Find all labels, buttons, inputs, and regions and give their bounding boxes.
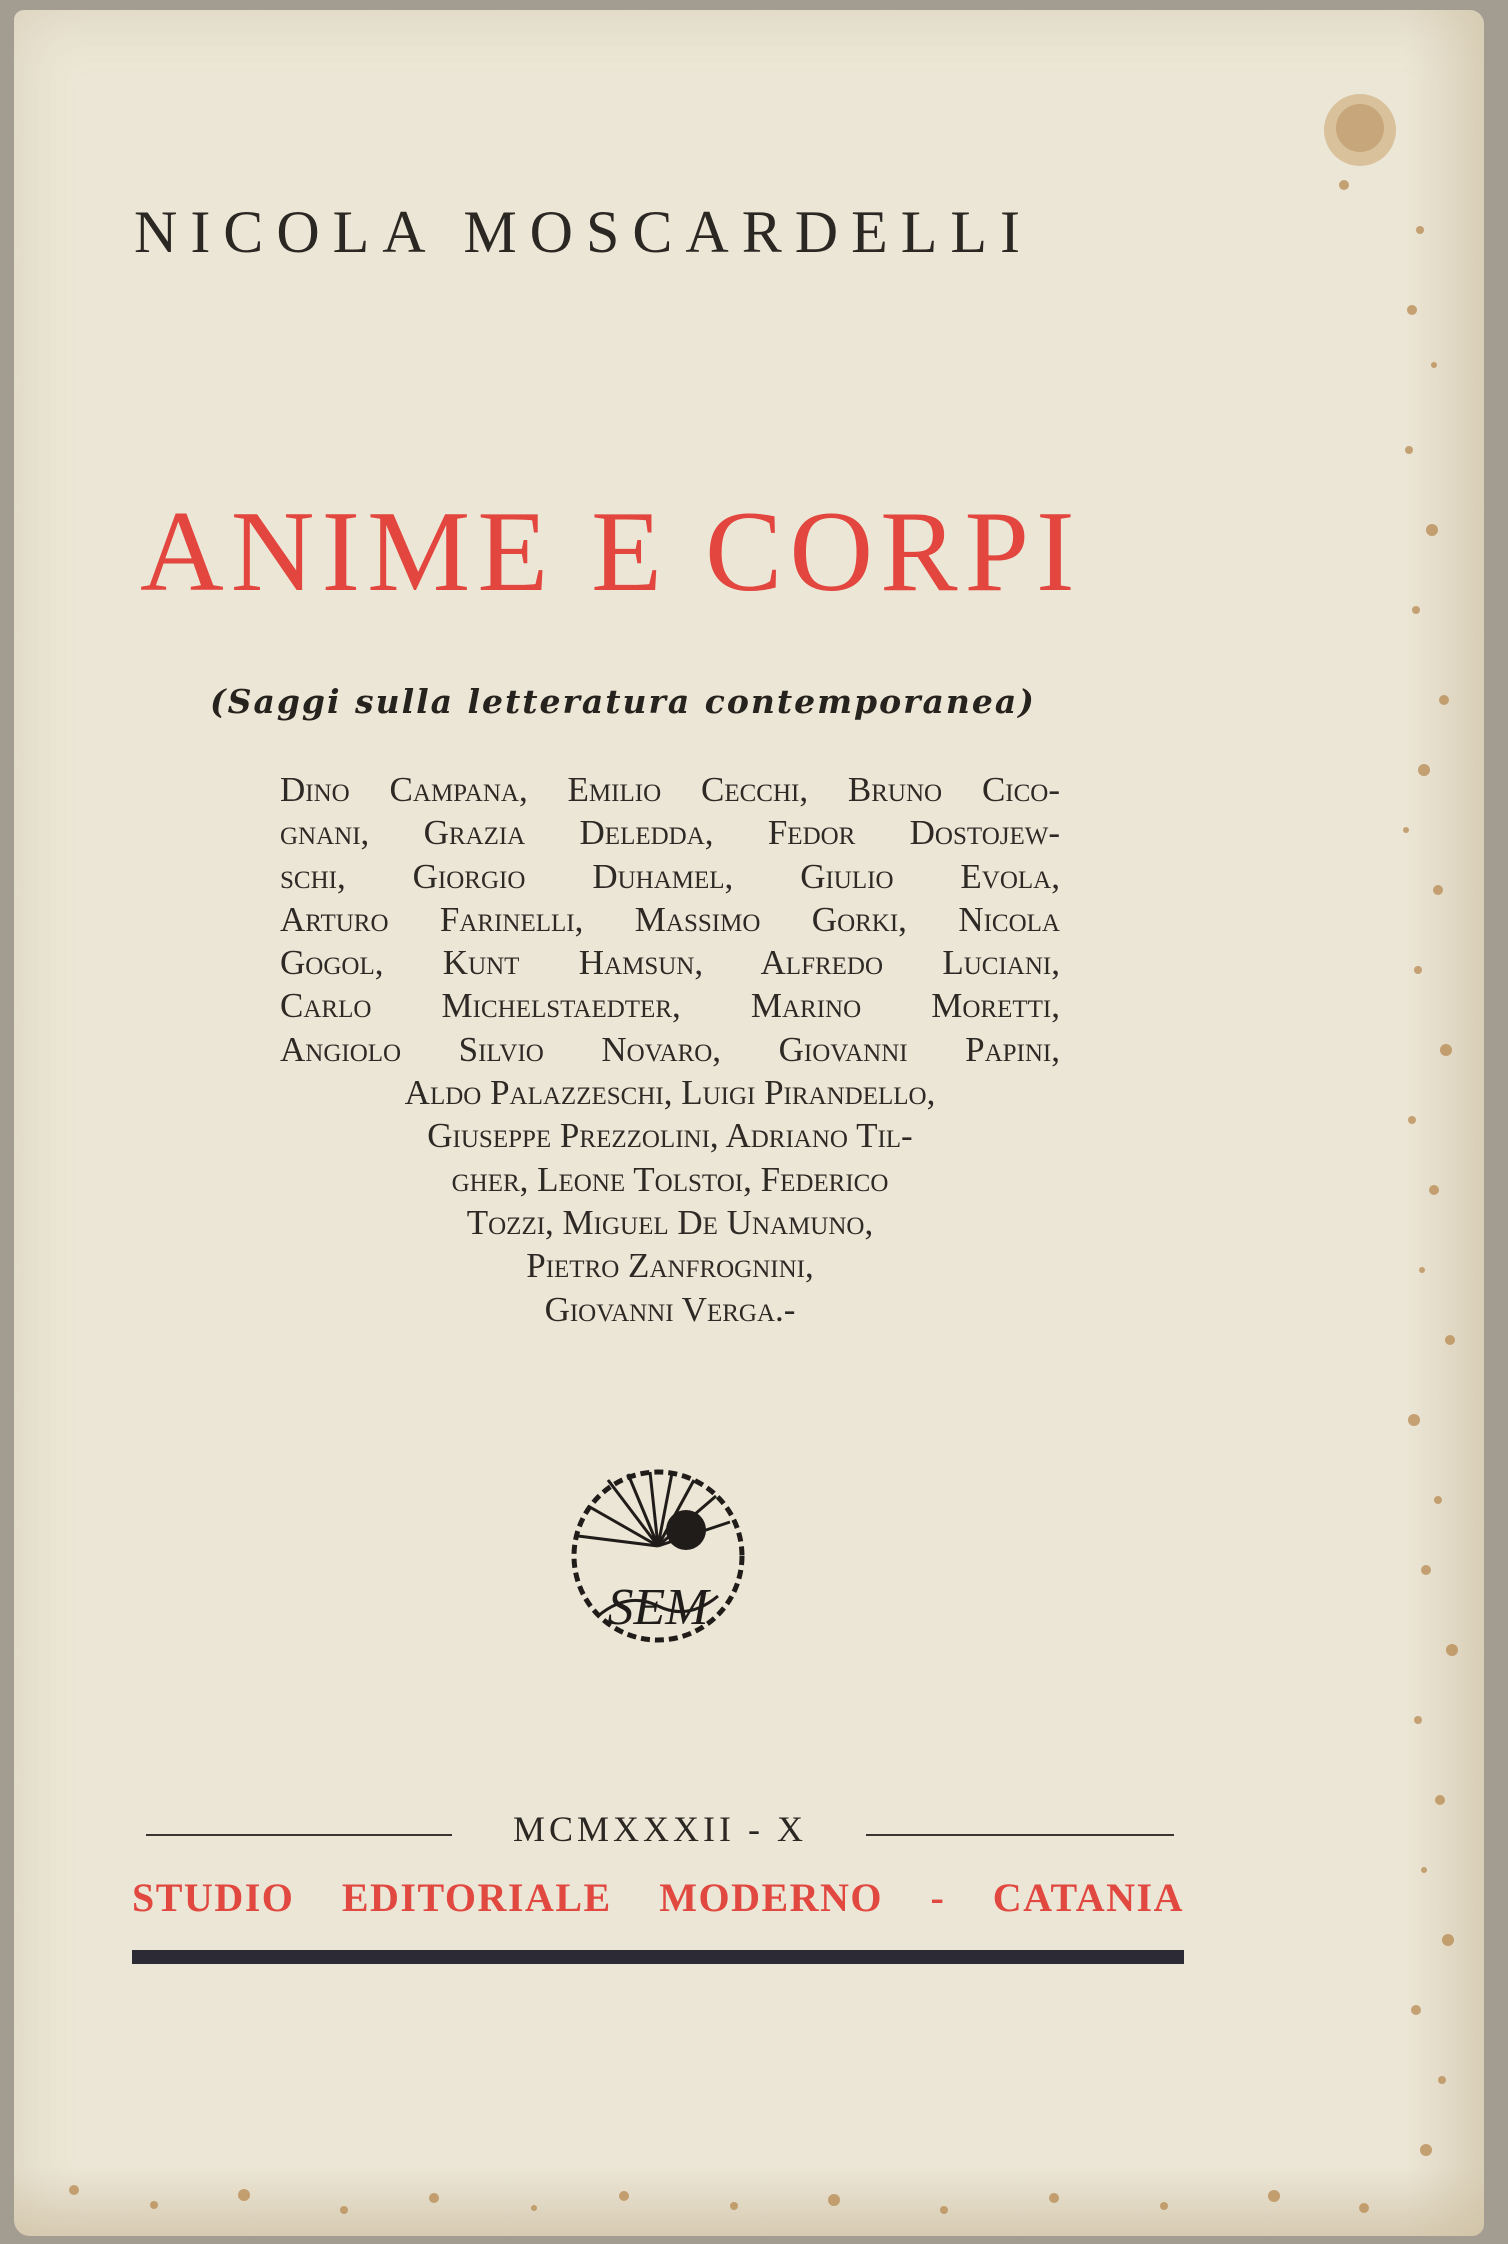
bottom-rule <box>132 1950 1184 1964</box>
author-name: NICOLA MOSCARDELLI <box>134 199 1034 265</box>
authors-list-line: gnani, Grazia Deledda, Fedor Dostojew- <box>280 813 1060 853</box>
publisher-emblem-icon <box>568 1466 748 1646</box>
authors-list-line: Giovanni Verga.- <box>544 1289 796 1329</box>
authors-list <box>280 768 1060 1331</box>
publisher-name: STUDIO EDITORIALE MODERNO - CATANIA <box>132 1875 1184 1920</box>
authors-list-line: Tozzi, Miguel De Unamuno, <box>466 1202 874 1242</box>
divider-line-right <box>866 1834 1174 1836</box>
publication-year: MCMXXXII - X <box>513 1809 807 1849</box>
divider-line-left <box>146 1834 452 1836</box>
emblem-monogram: SEM <box>607 1579 709 1636</box>
authors-list-line: Arturo Farinelli, Massimo Gorki, Nicola <box>280 899 1060 939</box>
authors-list-line: Giuseppe Prezzolini, Adriano Til- <box>427 1116 913 1156</box>
book-subtitle: (Saggi sulla letteratura contemporanea) <box>210 682 1036 721</box>
authors-list-line: Aldo Palazzeschi, Luigi Pirandello, <box>404 1073 936 1113</box>
authors-list-line: Pietro Zanfrognini, <box>526 1246 814 1286</box>
authors-list-line: Angiolo Silvio Novaro, Giovanni Papini, <box>280 1029 1060 1069</box>
authors-list-line: schi, Giorgio Duhamel, Giulio Evola, <box>280 856 1060 896</box>
authors-list-line: Dino Campana, Emilio Cecchi, Bruno Cico- <box>280 770 1060 809</box>
authors-list-line: Carlo Michelstaedter, Marino Moretti, <box>280 986 1060 1026</box>
authors-list-line: Gogol, Kunt Hamsun, Alfredo Luciani, <box>280 943 1060 983</box>
book-title: ANIME E CORPI <box>140 488 1082 616</box>
authors-list-line: gher, Leone Tolstoi, Federico <box>451 1159 889 1199</box>
